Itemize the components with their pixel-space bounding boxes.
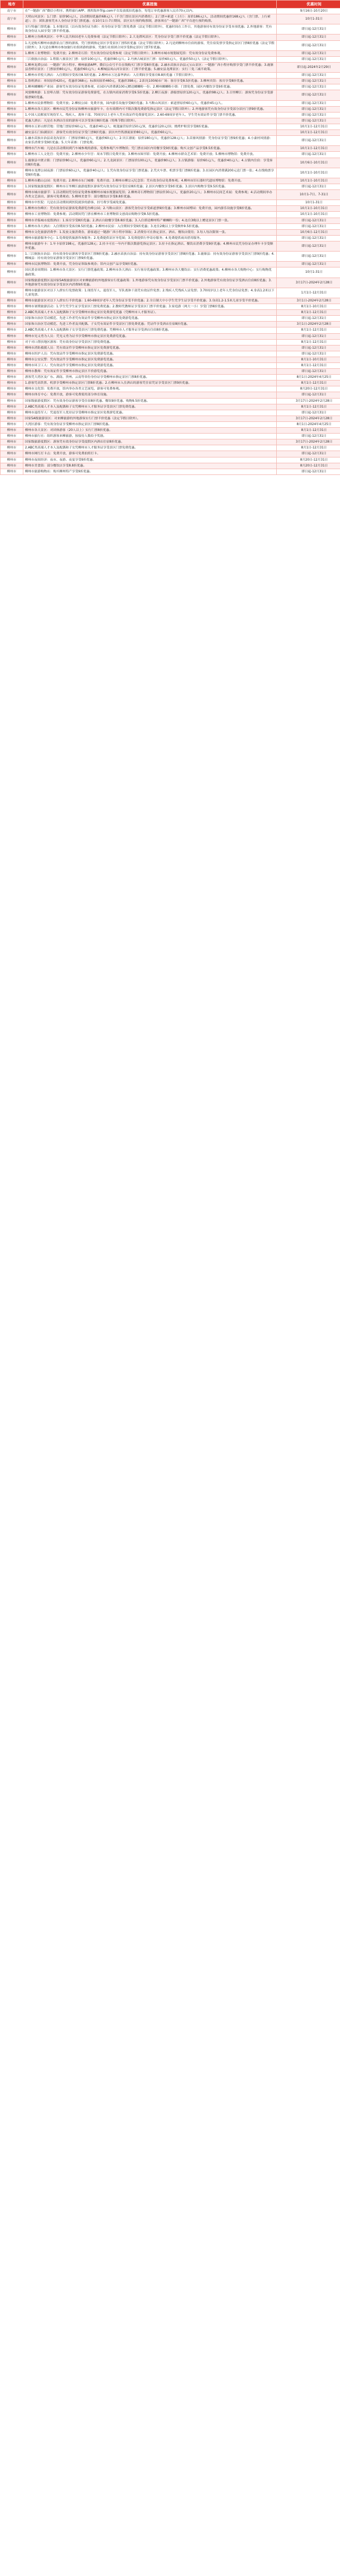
cell-time: 即日起-2024年2月29日	[277, 62, 340, 72]
table-row	[1, 146, 340, 152]
table-row	[1, 463, 340, 469]
cell-offer: 1.柳州立鱼峰风景区：中华人民共和国老年人免费参观（法定节假日除外）；2.大龙潭风景区：凭身份证享受门票半价优惠（法定节假日除外）。	[23, 34, 277, 40]
cell-city: 柳州市	[1, 90, 23, 100]
cell-city: 柳州市	[1, 386, 23, 392]
cell-city: 柳州市	[1, 152, 23, 158]
table-row	[1, 310, 340, 316]
cell-city: 柳州市	[1, 381, 23, 386]
cell-offer: 国家和自治区劳动模范、先进工作者及其配偶、子女凭有效证件享受景区门票免费优惠；凭证件享受酒店住宿8折优惠。	[23, 322, 277, 327]
table-row	[1, 34, 340, 40]
cell-city: 柳州市	[1, 190, 23, 200]
table-row	[1, 200, 340, 206]
cell-offer: 柳州市消防救援人员：凭有效证件享受柳州市指定景区免费游览优惠。	[23, 345, 277, 351]
cell-time: 10月1-7日、7-31日	[277, 190, 340, 200]
cell-offer: 大明山风景区：1.门票：原价90元/人，活动期间优惠价68元/人（不含门票在景区内消费的）；2.门票+索道（上行）：原价186元/人，活动期间优惠价168元/人（含门票、上行索道）；注：团队游客凭本人身份证享受门票优惠；在10月1日-7日期间，景区实行预约购票制，游客须在“一键游广西”平台进行预约购票。	[23, 14, 277, 24]
cell-city: 柳州市	[1, 267, 23, 278]
cell-city: 柳州市	[1, 316, 23, 322]
cell-city: 柳州市	[1, 445, 23, 451]
cell-city: 柳州市	[1, 146, 23, 152]
table-row	[1, 24, 340, 34]
cell-offer: 柳州市暑期旅游活动：1.学生凭学生证享受景区门票免费优惠；2.教师凭教师证享受景区门票半价优惠；3.家庭游（两大一小）享受门票8折优惠。	[23, 304, 277, 310]
table-row	[1, 14, 340, 24]
cell-city: 柳州市	[1, 40, 23, 50]
cell-city: 柳州市	[1, 218, 23, 223]
table-row	[1, 278, 340, 288]
cell-offer: 2.ABC类高端人才本人及配偶和子女凭柳州市人才服务证享受景区门票免费优惠。	[23, 445, 277, 451]
cell-time: 3月1日-2024年2月28日	[277, 298, 340, 304]
cell-offer: 柳州市文化旅游消费季：1.发放文旅消费券，游客通过一键游广西小程序领取；2.消费券可在指定景区、酒店、餐饮店使用；3.每人每次限领一张。	[23, 229, 277, 235]
cell-offer: 柳州市美食街：部分餐饮店享受8.8折优惠。	[23, 463, 277, 469]
cell-city: 柳州市	[1, 84, 23, 90]
cell-time: 即日起-12月31日	[277, 262, 340, 267]
cell-time: 即日起-12月31日	[277, 184, 340, 190]
cell-city: 柳州市	[1, 235, 23, 241]
cell-offer: 柳州市旅游购物店：购买柳州特产享受9折优惠。	[23, 469, 277, 474]
cell-time: 即日起-12月31日	[277, 223, 340, 229]
cell-offer: 柳州市汽车城：凡是在活动期间到汽车城参观的游客，免费参观汽车博物馆；凭门票在园区内用餐享受9折优惠；购买文创产品享受8.5折优惠。	[23, 146, 277, 152]
cell-city: 柳州市	[1, 278, 23, 288]
cell-time: 即日起-12月31日	[277, 106, 340, 112]
cell-offer: 优惠大酒店：凡是在本酒店住宿的游客可以享受客房8折优惠（特殊节假日除外）。	[23, 118, 277, 124]
cell-offer: 国家级旅游度假区及国家5A级旅游景区对来柳旅游的外地游客实行优惠政策：1.外地游客凭有效身份证享受景区门票半价优惠；2.外地游客凭有效身份证享受酒店住宿8折优惠；3.外地游客凭有效身份证享受景区内消费9折优惠。	[23, 278, 277, 288]
cell-offer: 柳州市旅游年卡：1.年卡原价198元，优惠价128元；2.持卡可在一年内不限次数游览指定景区；3.持卡在指定酒店、餐饮店消费享受9折优惠；4.柳州市民凭身份证办理年卡享受额外优惠。	[23, 241, 277, 251]
cell-offer: 1.柳州市鹅山公园：免费开放；2.柳州市东门城楼：免费开放；3.柳州市柳宗元纪念馆：凭有效身份证免费参观；4.柳州市旧石器时代遗址博物馆：免费开放。	[23, 178, 277, 184]
table-row	[1, 267, 340, 278]
cell-offer: 2.ABC类高端人才本人及配偶和子女凭柳州市人才服务证享受景区门票免费优惠。	[23, 404, 277, 410]
cell-offer: 柳州市网红打卡点：免费开放，游客可免费拍照打卡。	[23, 451, 277, 457]
table-row	[1, 416, 340, 421]
table-row	[1, 410, 340, 416]
cell-city: 柳州市	[1, 369, 23, 375]
table-row	[1, 178, 340, 184]
cell-city: 柳州市	[1, 298, 23, 304]
cell-time: 即日起-12月31日	[277, 34, 340, 40]
table-row	[1, 190, 340, 200]
header-offer: 优惠措施	[23, 1, 277, 8]
table-row	[1, 369, 340, 375]
cell-city: 柳州市	[1, 212, 23, 218]
cell-city: 柳州市	[1, 112, 23, 118]
cell-time: 即日起-12月31日	[277, 24, 340, 34]
table-row	[1, 333, 340, 339]
table-row	[1, 158, 340, 168]
cell-time: 3月17日-2024年2月28日	[277, 439, 340, 445]
cell-city: 柳州市	[1, 178, 23, 184]
table-row	[1, 73, 340, 79]
table-row	[1, 235, 340, 241]
cell-time: 即日起-12月31日	[277, 84, 340, 90]
table-row	[1, 241, 340, 251]
cell-time: 10月6日-10月31日	[277, 158, 340, 168]
cell-offer: 1.柳州螺蛳粉产业园：游客凭有效身份证免费参观，在园区内消费满100元赠送螺蛳粉一份；2.柳州螺蛳粉小镇：门票免费，园区内餐饮享受9折优惠。	[23, 84, 277, 90]
cell-time: 即日起-12月31日	[277, 136, 340, 146]
cell-offer: 柳州市龙潭公园夜游：门票原价60元/人，优惠价40元/人；1.凭有效身份证享受门票优惠；2.凭火车票、机票享受门票8折优惠；3.在园区内消费满200元送门票一张；4.在线购票享受9折优惠。	[23, 168, 277, 178]
table-row	[1, 327, 340, 333]
table-row	[1, 339, 340, 345]
cell-time: 8月1日-12月31日	[277, 310, 340, 316]
table-row	[1, 322, 340, 327]
cell-offer: 柳州市中医院：凡是在活动期间到医院就诊的游客，挂号费享受减免优惠。	[23, 200, 277, 206]
cell-offer: 三江侗族自治县：1.程阳八寨景区门票：原价100元/人，优惠价80元/人；2.丹洲古城景区门票：原价60元/人，优惠价50元/人（法定节假日除外）。	[23, 56, 277, 62]
table-row	[1, 56, 340, 62]
offers-table	[0, 0, 340, 475]
cell-offer: 1.融水苗族自治县双龙沟景区：门票原价80元/人，优惠价60元/人；2.贝江漂流：原价180元/人，优惠价128元/人；3.苗寨风情游：凭身份证享受门票9折优惠；4.小桑村风情游：农家乐消费享受9折优惠；5.大年苗寨：门票免费。	[23, 136, 277, 146]
cell-time: 即日起-12月31日	[277, 112, 340, 118]
cell-city: 柳州市	[1, 304, 23, 310]
cell-time: 即日起-12月31日	[277, 218, 340, 223]
cell-time: 即日起-12月31日	[277, 252, 340, 262]
cell-offer: 1.三江侗族自治县：持有效身份证游客享受景区门票8折优惠；2.融水苗族自治县：持有效身份证游客享受景区门票8折优惠；3.鹿寨县：持有效身份证游客享受景区门票9折优惠；4.柳城县：持有效身份证游客享受景区门票9折优惠。	[23, 252, 277, 262]
cell-city: 南宁市	[1, 14, 23, 24]
cell-city: 南宁市	[1, 8, 23, 14]
cell-offer: 1.鹿寨县中渡古镇：门票原价80元/人，优惠价60元/人；2.九龙洞景区：门票原价100元/人，优惠价80元/人；3.古镇游船：原价60元/人，优惠价40元/人；4.古镇内住宿：享受客房8折优惠。	[23, 158, 277, 168]
cell-time: 10月6日-12月31日	[277, 229, 340, 235]
cell-offer: 柳州市环卫工人：凭有效证件享受柳州市指定景区免费游览优惠。	[23, 363, 277, 369]
cell-city: 柳州市	[1, 56, 23, 62]
cell-city: 柳州市	[1, 200, 23, 206]
table-row	[1, 218, 340, 223]
cell-time: 8月1日-2024年4月25日	[277, 375, 340, 381]
table-row	[1, 357, 340, 362]
cell-offer: 大湾区游客：凭有效身份证享受柳州市指定景区门票8折优惠。	[23, 421, 277, 427]
cell-offer: 游客凭大湾区及广东、湖南、贵州、云南等省份身份证享受柳州市指定景区门票8折优惠。	[23, 375, 277, 381]
table-row	[1, 434, 340, 439]
table-row	[1, 421, 340, 427]
cell-time: 8月1日-12月31日	[277, 327, 340, 333]
table-row	[1, 398, 340, 404]
cell-city: 柳州市	[1, 363, 23, 369]
cell-time: 即日起-12月31日	[277, 56, 340, 62]
cell-city: 柳州市	[1, 469, 23, 474]
cell-city: 柳州市	[1, 310, 23, 316]
cell-time: 即日起-12月31日	[277, 410, 340, 416]
cell-city: 柳州市	[1, 124, 23, 129]
cell-time: 1月1日-12月31日	[277, 288, 340, 298]
cell-time: 即日起-12月31日	[277, 434, 340, 439]
cell-city: 柳州市	[1, 392, 23, 398]
cell-time: 10月1日-10月31日	[277, 212, 340, 218]
cell-time: 即日起-12月31日	[277, 451, 340, 457]
cell-time: 即日起-12月31日	[277, 392, 340, 398]
cell-time: 即日起-12月31日	[277, 50, 340, 56]
cell-time: 10月1日-12月31日	[277, 146, 340, 152]
cell-time: 10月1日-12月31日	[277, 124, 340, 129]
table-row	[1, 262, 340, 267]
cell-city: 柳州市	[1, 410, 23, 416]
table-row	[1, 223, 340, 229]
cell-time: 8月1日-10月31日	[277, 357, 340, 362]
table-row	[1, 451, 340, 457]
cell-city: 柳州市	[1, 327, 23, 333]
cell-time: 10月1日-10月31日	[277, 206, 340, 212]
cell-offer: 国家级旅游度假区：游客凭有效身份证享受度假区内酒店住宿8折优惠。	[23, 439, 277, 445]
table-row	[1, 124, 340, 129]
cell-city: 柳州市	[1, 434, 23, 439]
cell-time: 即日起-12月31日	[277, 40, 340, 50]
cell-offer: 1.鲁班酒店：单间原价420元，优惠价368元；标准间原价460元，优惠价398元；2.阳光100城市广场：客房享受8.5折优惠；3.柳州宾馆：客房享受8折优惠。	[23, 79, 277, 84]
cell-city: 柳州市	[1, 118, 23, 124]
cell-offer: 1.柳州工业博物馆：免费开放；2.柳州奇石馆：凭有效身份证免费参观（法定节假日除外）；3.柳州市城市规划展览馆：凭有效身份证免费参观。	[23, 50, 277, 56]
cell-time: 8月1日-12月31日	[277, 339, 340, 345]
cell-time: 3月17日-2024年2月28日	[277, 278, 340, 288]
cell-time: 10月1-31日	[277, 267, 340, 278]
cell-time: 8月1日-12月31日	[277, 404, 340, 410]
cell-offer: 国家级旅游度假区：凭有效身份证游客享受住宿8折优惠、餐饮9折优惠、购物9.5折优惠。	[23, 398, 277, 404]
cell-offer: 柳州市旅游景区对以下人群实行免票政策：1.现役军人、退役军人、军队离休干部凭有效证件免票；2.残疾人凭残疾人证免票；3.70周岁以上老年人凭身份证免票；4.身高1.2米以下儿童免票。	[23, 288, 277, 298]
cell-offer: 柳州市夜间经济：夜市、夜游、夜宴享受9折优惠。	[23, 457, 277, 463]
cell-time: 即日起-12月31日	[277, 333, 340, 339]
cell-offer: 国家和自治区劳动模范、先进工作者凭有效证件享受柳州市指定景区免费游览优惠。	[23, 316, 277, 322]
cell-time: 8月20日-12月31日	[277, 386, 340, 392]
cell-city: 柳州市	[1, 158, 23, 168]
cell-city: 柳州市	[1, 351, 23, 357]
cell-time: 10月1-31日	[277, 200, 340, 206]
table-row	[1, 345, 340, 351]
cell-city: 柳州市	[1, 428, 23, 434]
cell-offer: 柳州市公安民警：凭有效证件享受柳州市指定景区免费游览优惠。	[23, 357, 277, 362]
cell-city: 柳州市	[1, 79, 23, 84]
cell-time: 即日起-12月31日	[277, 369, 340, 375]
cell-offer: 柳州市旅行社：组织游客来柳旅游，按接待人数给予奖励。	[23, 434, 277, 439]
cell-city: 柳州市	[1, 333, 23, 339]
table-row	[1, 168, 340, 178]
cell-offer: 柳州市工业博物馆：免费参观；活动期间凭门票在柳州市工业博物馆文创商店购物享受8.5折优惠。	[23, 212, 277, 218]
cell-city: 柳州市	[1, 463, 23, 469]
cell-time: 8月1日-12月31日	[277, 445, 340, 451]
cell-offer: 实行特惠门票优惠：1.本地居民（以有效身份证为准）：持身份证享受门票免费游（法定节假日除外），优惠时间在工作日，其他游客持有效身份证享受本项优惠；2.外地游客：凭有效身份证入园享受门票半价优惠。	[23, 24, 277, 34]
cell-offer: 2.ABC类高端人才本人及配偶和子女享受景区门票免费优惠；凭柳州市人才服务证享受酒店住宿8折优惠。	[23, 327, 277, 333]
cell-offer: 1.游客凭高铁票、机票享受柳州市指定景区门票8折优惠；2.在柳州市入住酒店的游客凭住宿凭证享受景区门票9折优惠。	[23, 381, 277, 386]
table-row	[1, 62, 340, 72]
cell-time: 10月1日-12月31日	[277, 130, 340, 136]
cell-time: 3月1日-2024年2月28日	[277, 322, 340, 327]
cell-time: 即日起-12月31日	[277, 316, 340, 322]
cell-time: 8月1日-12月31日	[277, 363, 340, 369]
cell-city: 柳州市	[1, 375, 23, 381]
table-row	[1, 386, 340, 392]
cell-city: 柳州市	[1, 34, 23, 40]
cell-city: 柳州市	[1, 322, 23, 327]
cell-city: 柳州市	[1, 404, 23, 410]
cell-city: 柳州市	[1, 345, 23, 351]
table-row	[1, 375, 340, 381]
table-row	[1, 445, 340, 451]
cell-offer: 1.柳州市君悦大酒店：入住期间享受客房8.5折优惠；2.柳州市万达嘉华酒店：入住期间享受客房8.8折优惠（节假日除外）。	[23, 73, 277, 79]
cell-offer: 国家5A级旅游景区：对来柳旅游的外地游客实行门票半价优惠（法定节假日除外）。	[23, 416, 277, 421]
table-row	[1, 90, 340, 100]
table-row	[1, 316, 340, 322]
table-row	[1, 381, 340, 386]
header-time: 优惠时间	[277, 1, 340, 8]
cell-time: 即日起-12月31日	[277, 241, 340, 251]
cell-time: 即日起-12月31日	[277, 118, 340, 124]
cell-offer: 1.柳州龙潭公园：一键游广西小程序、柳州旅游APP、微信公众号平台在线购买门票享受8折优惠；2.融水苗族自治县元宝山景区：一键游广西小程序购票享受门票半价优惠；3.鹿寨县香桥岩景区：门票原价80元/人，优惠价60元/人；4.柳城县凤山河谷景区：门票半价优惠；5.融安县龙潭景区：实行三免三减半政策。	[23, 62, 277, 72]
cell-offer: 1.中国人民解放军现役军人、残疾人、离休干部、70周岁以上老年人凭有效证件免费游览景区；2.60-69周岁老年人、学生凭有效证件享受门票半价优惠。	[23, 112, 277, 118]
cell-time: 3月17日-2024年2月28日	[277, 416, 340, 421]
table-row	[1, 8, 340, 14]
cell-city: 柳州市	[1, 262, 23, 267]
cell-time: 即日起-12月31日	[277, 351, 340, 357]
cell-city: 柳州市	[1, 50, 23, 56]
cell-offer: 柳州市旅游服务中心：1.免费提供旅游咨询服务；2.免费提供景区导览图；3.免费提供行李寄存服务；4.免费提供雨具借用服务。	[23, 235, 277, 241]
cell-offer: 1.柳州市鱼峰区：凭有效身份证游客免费游览鱼峰公园；2.马鞍山景区：游客凭身份证享受索道票9折优惠；3.柳州市园博园：免费开放，园内游乐设施享受8折优惠。	[23, 206, 277, 212]
cell-city: 柳州市	[1, 24, 23, 34]
cell-city: 柳州市	[1, 206, 23, 212]
table-row	[1, 136, 340, 146]
table-row	[1, 100, 340, 106]
cell-time: 9月16日-10月20日	[277, 8, 340, 14]
table-header-row	[1, 1, 340, 8]
cell-offer: 1.国家级旅游度假区：柳州市百里柳江旅游度假区游客凭有效身份证享受住宿8折优惠；2.景区内餐饮享受9折优惠；3.景区内购物享受9.5折优惠。	[23, 184, 277, 190]
cell-time: 8月1日-10月31日	[277, 304, 340, 310]
cell-city: 柳州市	[1, 136, 23, 146]
cell-offer: 在“一键游广西”微信小程序、携程旅行APP、携程海外Trip.com平台发放抵扣优惠券，每笔订单优惠游客人民币70元以内。	[23, 8, 277, 14]
cell-offer: 对于对口帮扶地区游客：凭有效身份证享受景区门票免费优惠。	[23, 339, 277, 345]
cell-city: 柳州市	[1, 229, 23, 235]
cell-offer: 1.柳州市各大景区：柳州市民凭身份证和柳州市旅游年卡，在有效期内可不限次数免费游览指定景区（法定节假日除外）；2.外地游客凭有效身份证享受部分景区门票9折优惠。	[23, 106, 277, 112]
table-row	[1, 304, 340, 310]
cell-time: 即日起-12月31日	[277, 345, 340, 351]
cell-offer: 柳州市教师：凭有效证件享受柳州市指定景区半价游览优惠。	[23, 369, 277, 375]
cell-time: 10月1日-10月31日	[277, 178, 340, 184]
cell-city: 柳州市	[1, 184, 23, 190]
table-row	[1, 152, 340, 158]
cell-time: 8月1日-2024年4月25日	[277, 421, 340, 427]
cell-time: 10月1日-10月31日	[277, 168, 340, 178]
table-row	[1, 118, 340, 124]
table-row	[1, 206, 340, 212]
cell-city: 柳州市	[1, 439, 23, 445]
table-row	[1, 79, 340, 84]
cell-offer: 柳州市体育中心：免费开放，游客可免费使用部分体育设施。	[23, 392, 277, 398]
cell-city: 柳州市	[1, 223, 23, 229]
table-row	[1, 112, 340, 118]
table-row	[1, 457, 340, 463]
table-row	[1, 404, 340, 410]
cell-offer: 柳州市医护人员：凭有效证件享受柳州市指定景区免费游览优惠。	[23, 351, 277, 357]
table-row	[1, 392, 340, 398]
table-row	[1, 288, 340, 298]
cell-offer: 柳州市退役军人：凭退役军人优待证享受柳州市指定景区免费游览优惠。	[23, 410, 277, 416]
cell-offer: 2.ABC类高端人才本人及配偶和子女享受柳州市指定景区免费游览优惠（凭柳州市人才服务证）。	[23, 310, 277, 316]
cell-offer: 1.柳州市民俗博物馆：免费开放；2.柳侯公园：免费开放，园内游乐设施享受8折优惠；3.马鞍山风景区：索道票原价60元/人，优惠价45元/人。	[23, 100, 277, 106]
table-row	[1, 84, 340, 90]
cell-city: 柳州市	[1, 106, 23, 112]
cell-time: 8月1日-12月31日	[277, 381, 340, 386]
table-row	[1, 40, 340, 50]
cell-offer: 1.柳州市工人文化宫：免费开放；2.柳州市少年宫：周末节假日免费开放；3.柳州市图书馆：免费开放；4.柳州市群众艺术馆：免费开放；5.柳州市博物馆：免费开放。	[23, 152, 277, 158]
cell-time: 3月17日-2024年2月28日	[277, 398, 340, 404]
cell-city: 柳州市	[1, 339, 23, 345]
table-row	[1, 252, 340, 262]
table-row	[1, 212, 340, 218]
cell-city: 柳州市	[1, 357, 23, 362]
table-row	[1, 298, 340, 304]
table-row	[1, 229, 340, 235]
cell-offer: 柳州市见义勇为人员：凭见义勇为证书享受柳州市指定景区免费游览优惠。	[23, 333, 277, 339]
cell-city: 柳州市	[1, 398, 23, 404]
cell-offer: 国庆黄金周期间：1.柳州市各大景区：实行门票优惠政策；2.柳州市各大酒店：实行客房优惠政策；3.柳州市各大餐饮店：实行消费优惠政策；4.柳州市各大购物中心：实行购物优惠政策。	[23, 267, 277, 278]
table-row	[1, 428, 340, 434]
cell-city: 柳州市	[1, 62, 23, 72]
cell-time: 8月20日-12月31日	[277, 463, 340, 469]
table-row	[1, 363, 340, 369]
cell-time: 即日起-12月31日	[277, 73, 340, 79]
cell-offer: 柳州市民族博物馆：免费开放，凭身份证领取参观券；馆内文创产品享受9折优惠。	[23, 262, 277, 267]
cell-time: 即日起-12月31日	[277, 100, 340, 106]
table-row	[1, 469, 340, 474]
cell-time: 8月20日-12月31日	[277, 457, 340, 463]
table-row	[1, 50, 340, 56]
cell-offer: 柳州市文化馆：免费开放，馆内举办各类文艺展览，游客可免费参观。	[23, 386, 277, 392]
cell-time: 8月1日-12月31日	[277, 428, 340, 434]
cell-offer: 柳州市五彩山野营地：营地门票原价60元/人，优惠价40元/人；帐篷露营原价150元/顶，优惠价120元/顶；烧烤炉租赁享受8折优惠。	[23, 124, 277, 129]
table-row	[1, 184, 340, 190]
cell-time: 即日起-12月31日	[277, 152, 340, 158]
cell-time: 即日起-12月31日	[277, 235, 340, 241]
cell-time: 即日起-12月31日	[277, 90, 340, 100]
cell-time: 10月1-31日	[277, 14, 340, 24]
cell-city: 柳州市	[1, 241, 23, 251]
cell-time: 即日起-12月31日	[277, 79, 340, 84]
cell-city: 柳州市	[1, 168, 23, 178]
cell-city: 柳州市	[1, 130, 23, 136]
cell-city: 柳州市	[1, 73, 23, 79]
cell-offer: 风情柳州游：1.窑埠古镇：凭有效身份证游客免费游览，在古镇内商家消费享受9.5折优惠；2.柳江夜游：游船票原价120元/人，优惠价98元/人；3.百里柳江：游客凭身份证享受游船票9折优惠。	[23, 90, 277, 100]
cell-offer: 1.凡是购买柳州市旅游景点门票的游客，凭门票到指定景区享受景区门票5折优惠（法定节假日除外）；2.凡是到柳州市住宿的游客，凭住宿发票享受指定景区门票8折优惠（法定节假日除外）；3.凡是在柳州市参加旅行社组团游的游客，凭旅行社组团合同享受指定景区门票7折优惠。	[23, 40, 277, 50]
table-row	[1, 351, 340, 357]
cell-city: 柳州市	[1, 451, 23, 457]
table-row	[1, 130, 340, 136]
cell-city: 柳州市	[1, 252, 23, 262]
table-row	[1, 106, 340, 112]
cell-city: 柳州市	[1, 416, 23, 421]
cell-time: 即日起-12月31日	[277, 469, 340, 474]
cell-offer: 柳州市城市旅游节：1.活动期间凭身份证免费参观柳州市城市规划展览馆；2.柳州奇石博物馆门票原价30元/人，优惠价20元/人；3.柳州市民间艺术展：免费参观；4.活动期间举办各类文艺演出，游客可免费观看；5.柳州美食节：部分餐饮店享受8.8折优惠。	[23, 190, 277, 200]
cell-offer: 1.柳州市各大酒店：入住期间享受客房8.5折优惠；2.柳州市民宿：入住期间享受9折优惠；3.连住2晚以上享受额外9.5折优惠。	[23, 223, 277, 229]
cell-offer: 柳州市君临城市度假酒店：1.客房享受8折优惠；2.酒店自助餐享受8.8折优惠；3.入住即送柳州特产螺蛳粉一份；4.连住3晚以上赠送景区门票一张。	[23, 218, 277, 223]
cell-city: 柳州市	[1, 457, 23, 463]
cell-city: 柳州市	[1, 288, 23, 298]
cell-city: 柳州市	[1, 421, 23, 427]
cell-offer: 柳州市旅游景区对以下人群实行半价优惠：1.60-69周岁老年人凭身份证享受半价优惠；2.全日制大中小学生凭学生证享受半价优惠；3.身高1.2-1.5米儿童享受半价优惠。	[23, 298, 277, 304]
cell-offer: 融安县石门仙湖景区：游客凭有效身份证享受门票8折优惠；景区内竹筏漂流原价80元/人，优惠价60元/人。	[23, 130, 277, 136]
cell-offer: 柳州市各大景区：对团体游客（20人以上）实行门票8折优惠。	[23, 428, 277, 434]
cell-city: 柳州市	[1, 100, 23, 106]
header-city: 地市	[1, 1, 23, 8]
table-row	[1, 439, 340, 445]
